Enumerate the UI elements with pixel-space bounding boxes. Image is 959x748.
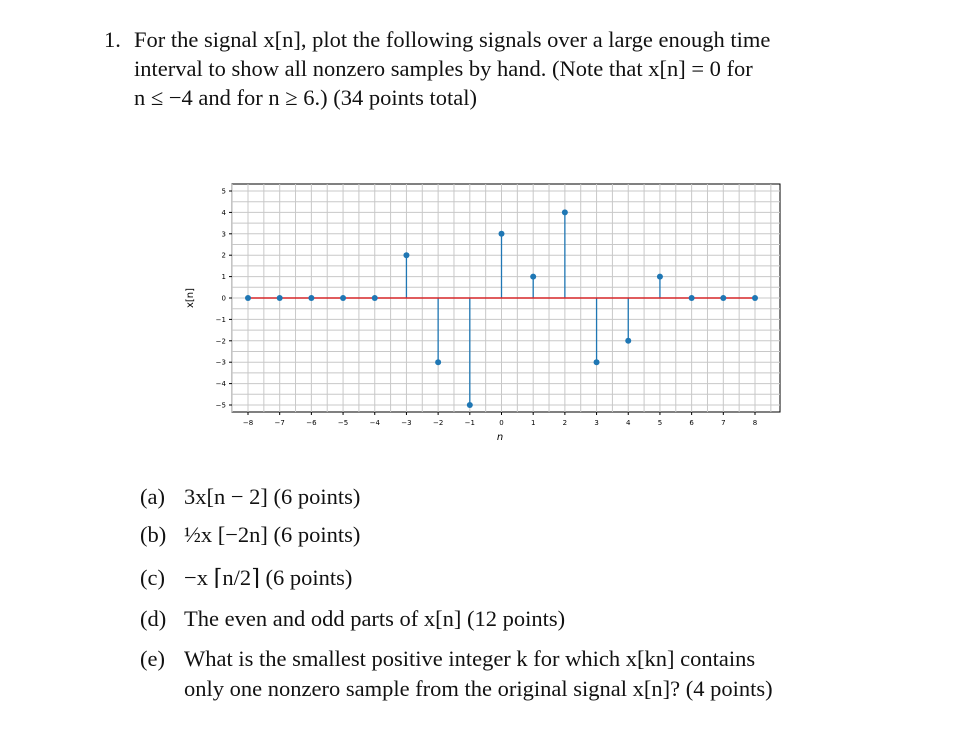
x-tick-label: 5: [657, 419, 663, 427]
part-c: [140, 565, 352, 591]
y-axis-label: x[n]: [185, 287, 196, 309]
x-tick-label: −4: [369, 419, 380, 427]
part-d-label: (d): [140, 606, 167, 631]
y-tick-label: 2: [221, 251, 226, 260]
part-d-text: The even and odd parts of x[n] (12 points): [184, 606, 566, 631]
y-tick-label: −1: [215, 315, 226, 324]
stem-marker: [752, 295, 758, 301]
part-e-continued: [184, 676, 773, 702]
x-tick-label: 8: [752, 419, 758, 427]
stem-marker: [435, 359, 441, 365]
y-tick-label: 5: [221, 187, 226, 196]
stem-marker: [277, 295, 283, 301]
x-tick-label: 4: [626, 419, 631, 427]
stem-marker: [245, 295, 251, 301]
y-tick-label: 4: [221, 208, 226, 217]
stem-marker: [372, 295, 378, 301]
stem-marker: [340, 295, 346, 301]
part-b: [140, 522, 360, 548]
stem-marker: [720, 295, 726, 301]
y-tick-label: −3: [215, 358, 226, 367]
y-tick-label: −4: [215, 380, 226, 389]
part-a-label: (a): [140, 484, 165, 509]
part-e-label: (e): [140, 646, 165, 671]
stem-marker: [562, 209, 568, 215]
x-tick-label: 7: [721, 419, 726, 427]
part-e: [140, 646, 755, 672]
y-tick-label: −2: [215, 337, 226, 346]
part-b-text: ½x [−2n] (6 points): [184, 522, 361, 547]
part-d: [140, 606, 565, 632]
x-tick-label: −6: [306, 419, 317, 427]
stem-marker: [625, 338, 631, 344]
x-tick-label: 3: [594, 419, 599, 427]
x-tick-label: −5: [337, 419, 349, 427]
part-e-text-1: What is the smallest positive integer k for which x[kn] contains: [184, 646, 756, 671]
y-tick-label: 1: [221, 273, 226, 282]
problem-line-1: For the signal x[n], plot the following signals over a large enough time: [134, 27, 771, 52]
x-tick-label: −7: [274, 419, 285, 427]
y-tick-label: 3: [221, 230, 226, 239]
problem-number: 1.: [104, 27, 121, 52]
x-tick-label: 2: [562, 419, 568, 427]
stem-marker: [403, 252, 409, 258]
x-tick-label: −8: [242, 419, 254, 427]
stem-marker: [499, 231, 505, 237]
stem-marker: [467, 402, 473, 408]
x-axis-label: n: [496, 432, 504, 443]
part-a-text: 3x[n − 2] (6 points): [184, 484, 361, 509]
x-tick-label: 0: [499, 419, 504, 427]
y-tick-label: −5: [215, 401, 226, 410]
x-tick-label: 6: [689, 419, 694, 427]
stem-marker: [594, 359, 600, 365]
x-tick-label: −2: [432, 419, 444, 427]
part-c-text: −x ⌈n/2⌉ (6 points): [184, 565, 353, 590]
x-tick-label: −3: [401, 419, 412, 427]
x-tick-label: −1: [464, 419, 475, 427]
y-ticks: [216, 188, 232, 410]
y-tick-label: 0: [221, 294, 226, 303]
part-b-label: (b): [140, 522, 167, 547]
x-tick-label: 1: [530, 419, 536, 427]
problem-line-3: n ≤ −4 and for n ≥ 6.) (34 points total): [134, 85, 477, 110]
part-e-text-2: only one nonzero sample from the original signal x[n]? (4 points): [184, 676, 773, 701]
stem-marker: [308, 295, 314, 301]
x-ticks: [243, 412, 757, 427]
part-a: [140, 484, 360, 510]
stem-marker: [530, 274, 536, 280]
stem-marker: [689, 295, 695, 301]
stem-marker: [657, 274, 663, 280]
part-c-label: (c): [140, 565, 165, 590]
problem-line-2: interval to show all nonzero samples by hand. (Note that x[n] = 0 for: [134, 56, 753, 81]
